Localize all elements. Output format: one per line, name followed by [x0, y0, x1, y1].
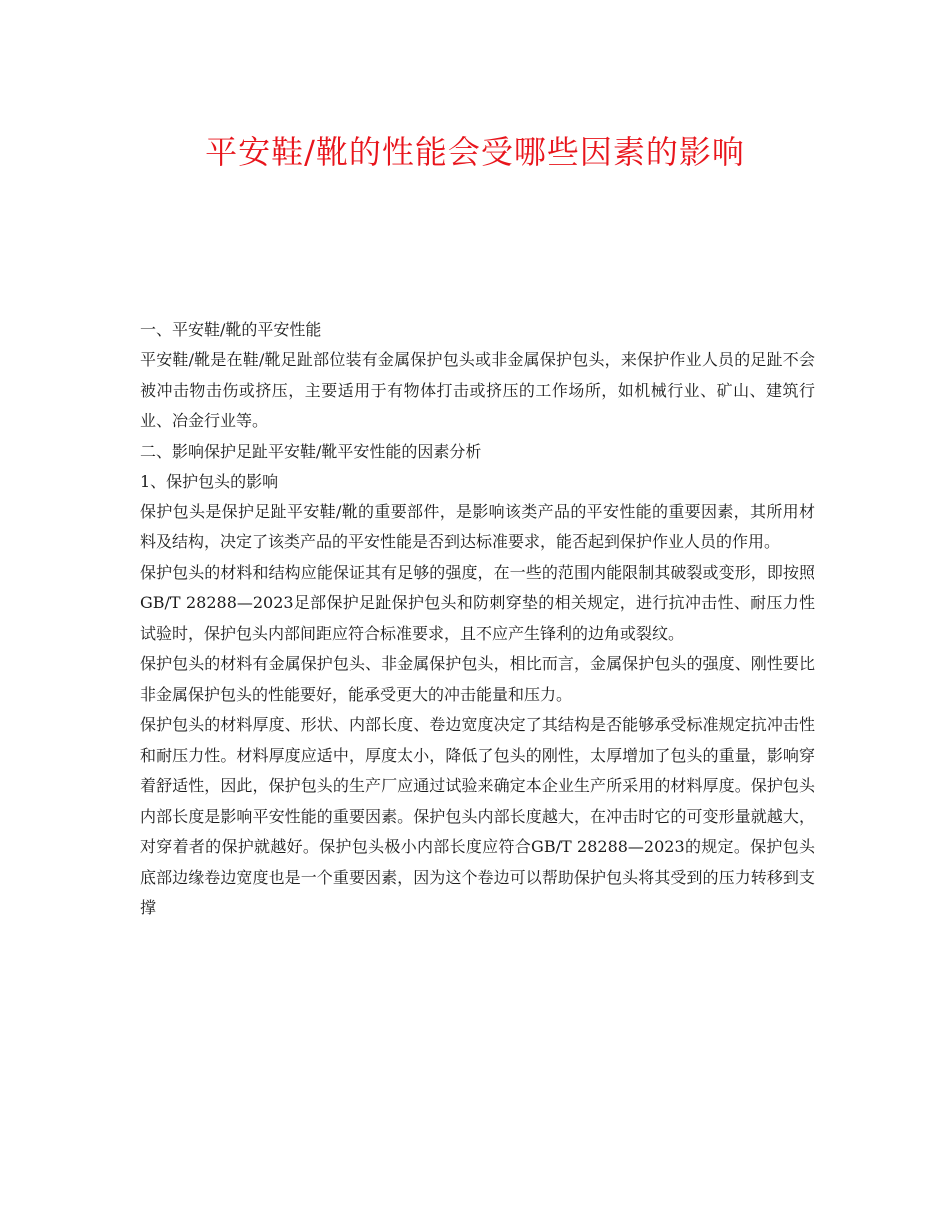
- document-body: [140, 315, 815, 924]
- paragraph-toe-cap-importance: 保护包头是保护足趾平安鞋/靴的重要部件，是影响该类产品的平安性能的重要因素，其所用材料及结构，决定了该类产品的平安性能是否到达标准要求，能否起到保护作业人员的作用。: [140, 501, 815, 551]
- page-title: 平安鞋/靴的性能会受哪些因素的影响: [205, 133, 745, 171]
- section-1-heading: 一、平安鞋/靴的平安性能: [140, 320, 322, 339]
- paragraph-toe-cap-strength: 保护包头的材料和结构应能保证其有足够的强度，在一些的范围内能限制其破裂或变形，即按照GB/T 28288—2023足部保护足趾保护包头和防刺穿垫的相关规定，进行抗冲击性、耐压力性试验时，保护包头内部间距应符合标准要求，且不应产生锋利的边角或裂纹。: [140, 562, 815, 643]
- paragraph-toe-cap-materials: 保护包头的材料有金属保护包头、非金属保护包头，相比而言，金属保护包头的强度、刚性要比非金属保护包头的性能要好，能承受更大的冲击能量和压力。: [140, 654, 815, 704]
- paragraph-toe-cap-structure: 保护包头的材料厚度、形状、内部长度、卷边宽度决定了其结构是否能够承受标准规定抗冲击性和耐压力性。材料厚度应适中，厚度太小，降低了包头的刚性，太厚增加了包头的重量，影响穿着舒适性，因此，保护包头的生产厂应通过试验来确定本企业生产所采用的材料厚度。保护包头内部长度是影响平安性能的重要因素。保护包头内部长度越大，在冲击时它的可变形量就越大，对穿着者的保护就越好。保护包头极小内部长度应符合GB/T 28288—2023的规定。保护包头底部边缘卷边宽度也是一个重要因素，因为这个卷边可以帮助保护包头将其受到的压力转移到支撑: [140, 715, 815, 917]
- section-2-heading: 二、影响保护足趾平安鞋/靴平安性能的因素分析: [140, 441, 482, 461]
- subsection-1-heading: 1、保护包头的影响: [140, 471, 279, 491]
- section-1-paragraph: 平安鞋/靴是在鞋/靴足趾部位装有金属保护包头或非金属保护包头，来保护作业人员的足趾不会被冲击物击伤或挤压，主要适用于有物体打击或挤压的工作场所，如机械行业、矿山、建筑行业、冶金行业等。: [140, 350, 815, 430]
